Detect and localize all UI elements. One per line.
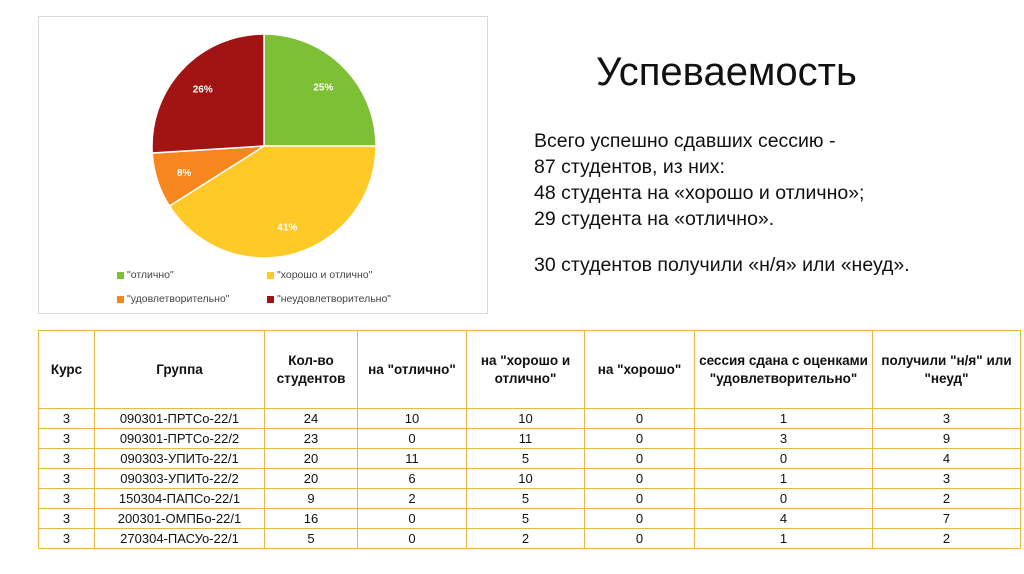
table-cell: 20 (265, 469, 358, 489)
table-header-row (39, 331, 1021, 409)
table-cell: 1 (695, 409, 873, 429)
table-cell: 4 (695, 509, 873, 529)
table-cell: 1 (695, 529, 873, 549)
legend-swatch (267, 272, 274, 279)
slice-label: 25% (313, 82, 334, 94)
legend-swatch (267, 296, 274, 303)
header-udovletvoritelno: сессия сдана с оценками "удовлетворительно" (695, 331, 873, 409)
page-title: Успеваемость (596, 50, 857, 94)
table-cell: 1 (695, 469, 873, 489)
table-cell: 7 (873, 509, 1021, 529)
table-cell: 3 (873, 409, 1021, 429)
table-cell: 3 (39, 489, 95, 509)
table-cell: 6 (358, 469, 467, 489)
table-cell: 3 (39, 529, 95, 549)
slice-label: 41% (277, 222, 298, 234)
table-cell: 0 (585, 449, 695, 469)
table-cell: 9 (265, 489, 358, 509)
table-row (39, 429, 1021, 449)
summary-line: 29 студента на «отлично». (534, 208, 775, 230)
table-cell: 10 (358, 409, 467, 429)
table-cell: 090303-УПИТо-22/1 (95, 449, 265, 469)
table-cell: 16 (265, 509, 358, 529)
table-cell: 0 (358, 529, 467, 549)
table-cell: 20 (265, 449, 358, 469)
summary-line: 87 студентов, из них: (534, 156, 725, 178)
table-row (39, 449, 1021, 469)
table-cell: 0 (585, 409, 695, 429)
table-cell: 5 (467, 509, 585, 529)
table-cell: 090301-ПРТСо-22/1 (95, 409, 265, 429)
table-cell: 5 (467, 489, 585, 509)
table-cell: 0 (695, 449, 873, 469)
table-cell: 0 (585, 489, 695, 509)
summary-line: 30 студентов получили «н/я» или «неуд». (534, 254, 910, 276)
slice-label: 26% (192, 84, 213, 96)
summary-line: 48 студента на «хорошо и отлично»; (534, 182, 865, 204)
table-cell: 4 (873, 449, 1021, 469)
legend-swatch (117, 296, 124, 303)
table-cell: 2 (467, 529, 585, 549)
summary-line: Всего успешно сдавших сессию - (534, 130, 836, 152)
legend-swatch (117, 272, 124, 279)
legend-label: "удовлетворительно" (127, 293, 230, 305)
slice-label: 8% (176, 167, 192, 179)
table-cell: 0 (585, 429, 695, 449)
table-cell: 11 (358, 449, 467, 469)
table-cell: 2 (873, 489, 1021, 509)
table-row (39, 469, 1021, 489)
legend-label: "неудовлетворительно" (277, 293, 392, 305)
table-cell: 10 (467, 409, 585, 429)
header-otlichno: на "отлично" (358, 331, 467, 409)
table-row (39, 509, 1021, 529)
header-horosho-i-otlichno: на "хорошо и отлично" (467, 331, 585, 409)
table-cell: 2 (873, 529, 1021, 549)
table-row (39, 529, 1021, 549)
table-cell: 3 (39, 449, 95, 469)
header-kol-vo: Кол-во студентов (265, 331, 358, 409)
table-cell: 5 (467, 449, 585, 469)
table-cell: 2 (358, 489, 467, 509)
table-cell: 23 (265, 429, 358, 449)
results-table (38, 330, 1021, 549)
table-cell: 0 (358, 509, 467, 529)
pie-chart (39, 17, 489, 315)
table-cell: 24 (265, 409, 358, 429)
table-cell: 090303-УПИТо-22/2 (95, 469, 265, 489)
table-cell: 270304-ПАСУо-22/1 (95, 529, 265, 549)
table-row (39, 489, 1021, 509)
table-cell: 200301-ОМПБо-22/1 (95, 509, 265, 529)
table-cell: 0 (585, 509, 695, 529)
legend-item-neudovletvoritelno (267, 293, 391, 305)
table-cell: 3 (695, 429, 873, 449)
table-row (39, 409, 1021, 429)
header-kurs: Курс (39, 331, 95, 409)
table-cell: 5 (265, 529, 358, 549)
legend-label: "отлично" (127, 269, 174, 281)
table-cell: 0 (358, 429, 467, 449)
table-cell: 3 (39, 429, 95, 449)
table-cell: 3 (39, 509, 95, 529)
table-cell: 0 (585, 529, 695, 549)
table-cell: 150304-ПАПСо-22/1 (95, 489, 265, 509)
table-cell: 3 (39, 469, 95, 489)
legend-item-udovletvoritelno (117, 293, 230, 305)
table-cell: 9 (873, 429, 1021, 449)
legend-item-otlichno (117, 269, 174, 281)
table-cell: 0 (695, 489, 873, 509)
legend-item-horosho-i-otlichno (267, 269, 372, 281)
table-cell: 3 (873, 469, 1021, 489)
table-cell: 11 (467, 429, 585, 449)
summary-text (534, 128, 910, 278)
header-neud: получили "н/я" или "неуд" (873, 331, 1021, 409)
pie-chart-panel (38, 16, 488, 314)
table-cell: 090301-ПРТСо-22/2 (95, 429, 265, 449)
table-cell: 10 (467, 469, 585, 489)
table-cell: 3 (39, 409, 95, 429)
header-horosho: на "хорошо" (585, 331, 695, 409)
table-cell: 0 (585, 469, 695, 489)
legend-label: "хорошо и отлично" (277, 269, 373, 281)
header-gruppa: Группа (95, 331, 265, 409)
